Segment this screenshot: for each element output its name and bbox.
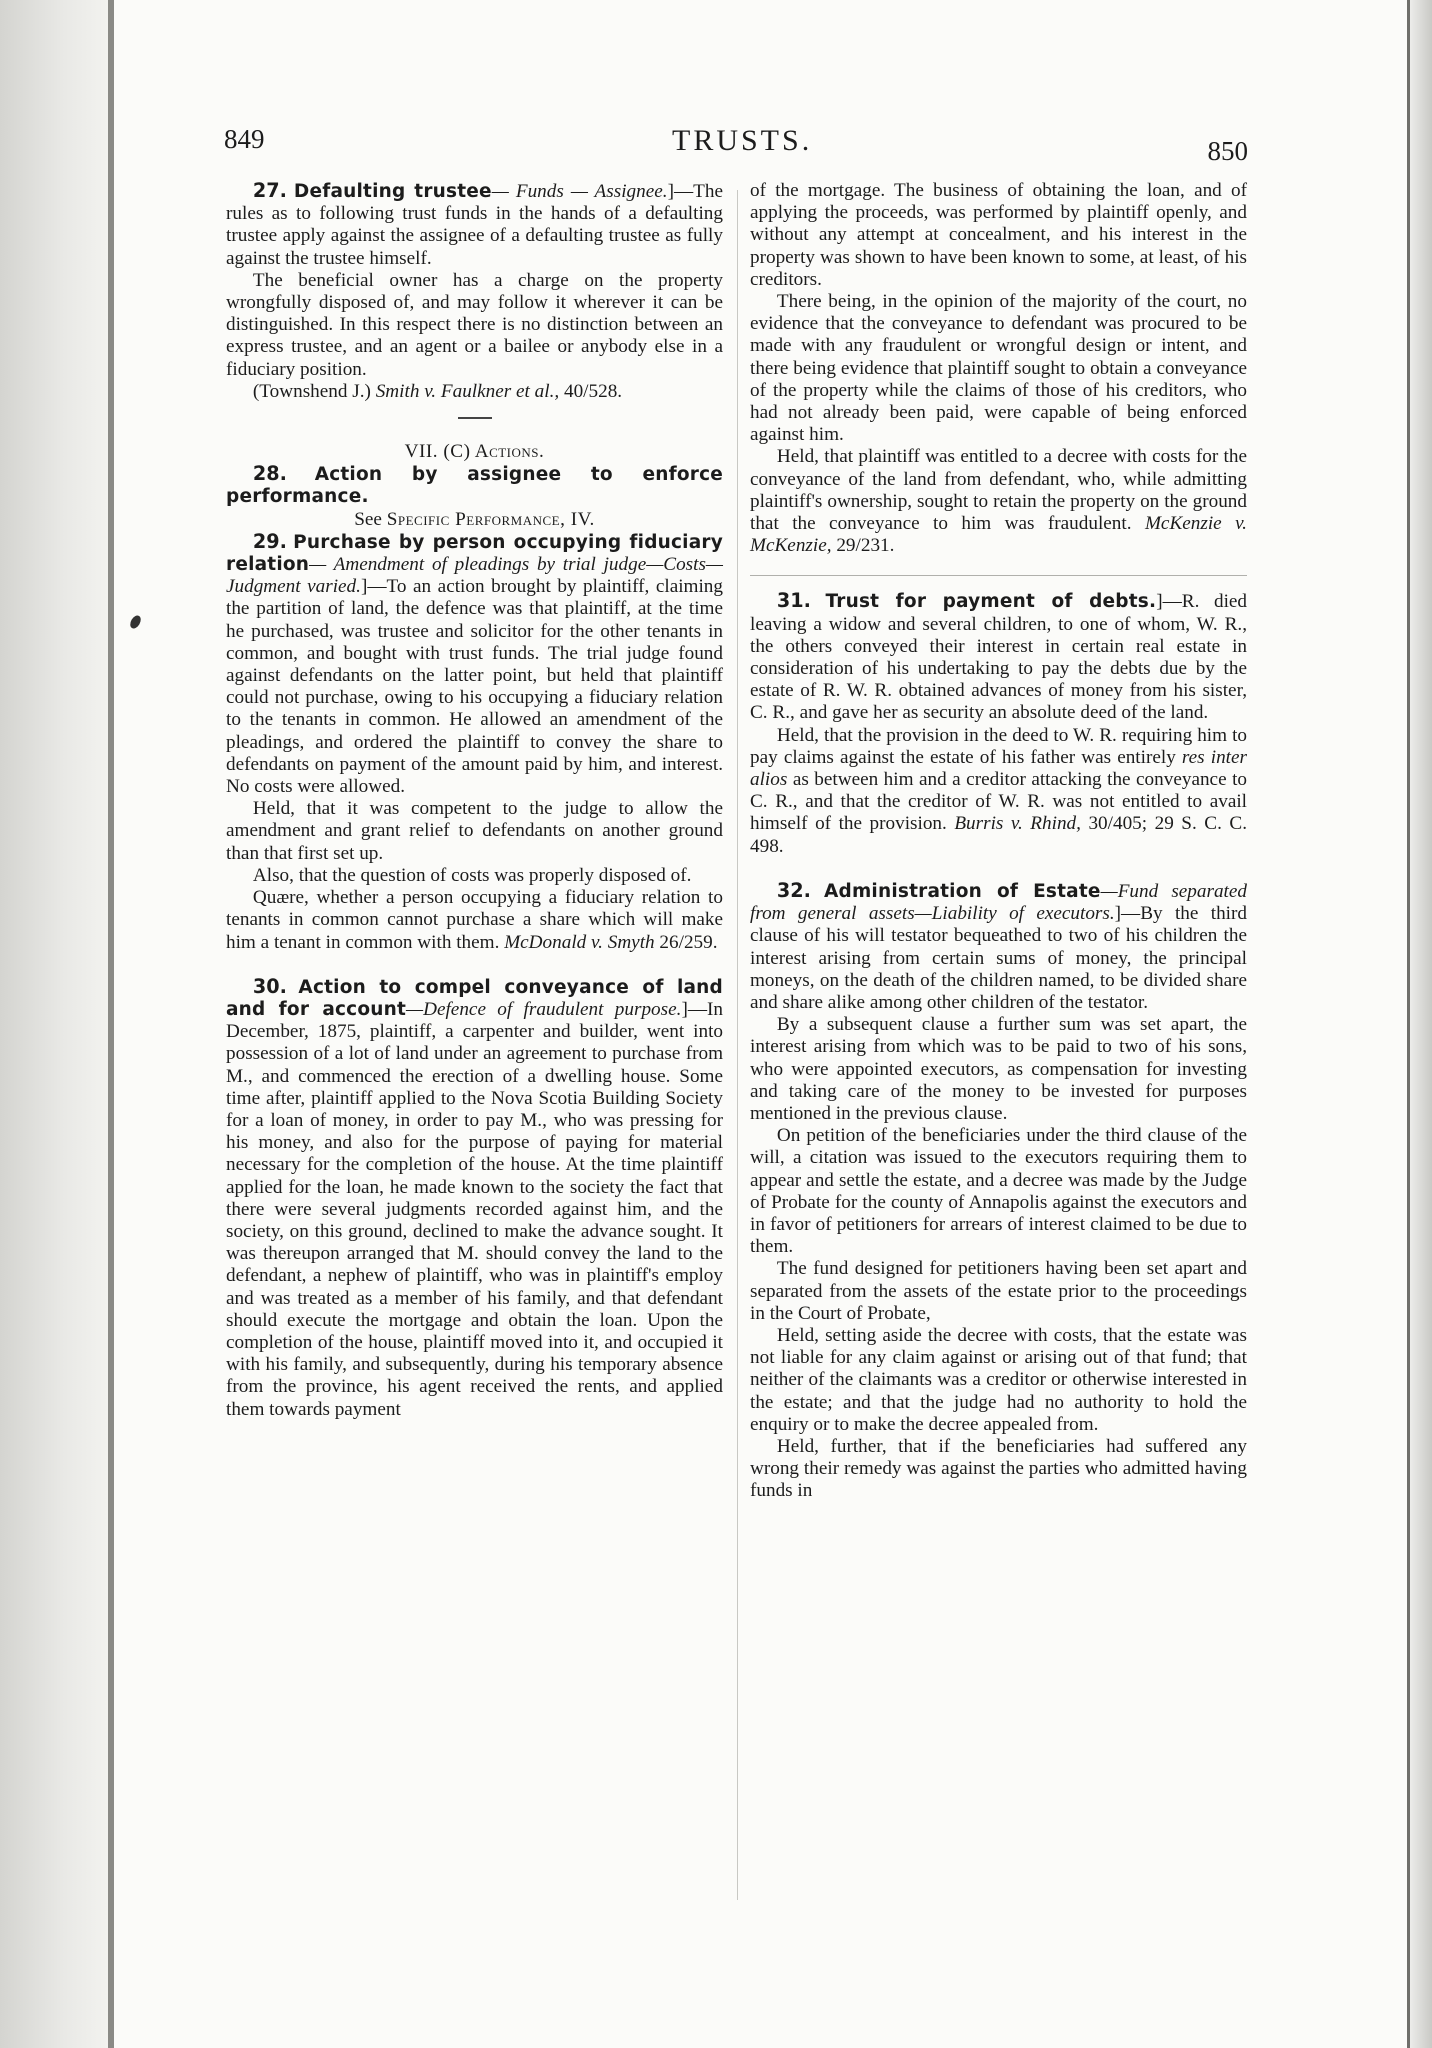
paragraph: Also, that the question of costs was properly disposed of. — [252, 864, 692, 886]
judge-name: (Townshend J.) — [252, 380, 371, 402]
paragraph: On petition of the beneficiaries under the third clause of the will, a citation was issued to the executors requiring them to appear and settle the estate, and a decree was made by the Judge of Probate for the county of Annapolis against the executors and in favor of petitioners for arrears of interest claimed to be due to them. — [750, 1125, 1247, 1258]
binding-gutter-line — [108, 0, 114, 2048]
column-divider — [737, 190, 738, 1900]
paragraph-text: as between him and a creditor attacking the conveyance to C. R., and that the creditor of W. R. was not entitled to avail himself of the provision. — [750, 769, 1247, 835]
entry-text: ]—The rules as to following trust funds in the hands of a defaulting trustee apply against the assignee of a defaulting trustee as fully against the trustee himself. — [226, 181, 723, 269]
separator-dash — [458, 417, 492, 419]
case-cite: 26/259. — [659, 931, 718, 953]
entry-number: 28. — [252, 462, 287, 486]
case-cite: 30/405; 29 S. C. C. 498. — [750, 813, 1247, 857]
entry-subheading: —Fund separated from general assets—Liability of executors. — [750, 880, 1247, 925]
entry-heading: Administration of Estate — [823, 880, 1101, 902]
paragraph: Held, further, that if the beneficiaries had suffered any wrong their remedy was against the parties who admitted having funds in — [750, 1435, 1247, 1502]
left-page-number: 849 — [224, 124, 265, 154]
see-also — [226, 509, 723, 531]
entry-heading: Trust for payment of debts. — [825, 591, 1157, 613]
entry-subheading: — Funds — Assignee. — [491, 181, 668, 202]
see-label: See — [354, 508, 382, 530]
entry-28 — [226, 463, 723, 508]
entry-subheading: — Amendment of pleadings by trial judge—Costs—Judgment varied. — [226, 554, 723, 598]
entry-30 — [226, 976, 723, 1421]
paragraph: of the mortgage. The business of obtaining the loan, and of applying the proceeds, was performed by plaintiff openly, and without any attempt at concealment, and his interest in the property was shown to have been known to some, at least, of his creditors. — [750, 180, 1247, 290]
entry-number: 32. — [776, 878, 811, 902]
entry-heading: Purchase by person occupying fiduciary relation — [226, 531, 723, 576]
entry-heading: Defaulting trustee — [293, 181, 492, 202]
entry-number: 27. — [252, 179, 287, 202]
paragraph: The fund designed for petitioners having been set apart and separated from the assets of the estate prior to the proceedings in the Court of Probate, — [750, 1258, 1247, 1324]
paragraph: Held, that it was competent to the judge to allow the amendment and grant relief to defendants on another ground than that first set up. — [226, 798, 723, 864]
paragraph-text: Held, that plaintiff was entitled to a decree with costs for the conveyance of the land from defendant, who, while admitting plaintiff's ownership, sought to retain the property on the ground that the conveyance to him was fraudulent. — [750, 446, 1247, 535]
case-cite: 40/528. — [563, 380, 623, 402]
left-page-edge — [0, 0, 108, 2048]
entry-32 — [750, 880, 1247, 1014]
entry-subheading: —Defence of fraudulent purpose. — [406, 998, 682, 1020]
case-name: Smith v. Faulkner et al., — [375, 380, 560, 402]
entry-heading: Action to compel conveyance of land and for account — [226, 976, 723, 1020]
latin-phrase: res inter alios — [750, 746, 1247, 791]
case-name: Burris v. Rhind, — [954, 813, 1081, 835]
ink-blot — [128, 614, 143, 631]
entry-text: ]—To an action brought by plaintiff, claiming the partition of land, the defence was that plaintiff, at the time he purchased, was trustee and solicitor for the other tenants in common, and bought with trust funds. The trial judge found against defendants on the latter point, but held that plaintiff could not purchase, owing to his occupying a fiduciary relation to the tenants in common. He allowed an amendment of the pleadings, and ordered the plaintiff to convey the share to defendants on payment of the amount paid by him, and interest. No costs were allowed. — [226, 576, 723, 798]
case-cite: 29/231. — [836, 535, 895, 557]
entry-31 — [750, 590, 1247, 724]
paragraph: By a subsequent clause a further sum was set apart, the interest arising from which was to be paid to two of his sons, who were appointed executors, as compensation for investing and taking care of the money to be invested for purposes mentioned in the previous clause. — [750, 1014, 1247, 1124]
entry-text: ]—R. died leaving a widow and several children, to one of whom, W. R., the others conveyed their interest in certain real estate in consideration of his undertaking to pay the debts due by the estate of R. W. R. obtained advances of money from his sister, C. R., and gave her as security an absolute deed of the land. — [750, 591, 1248, 724]
entry-text: ]—In December, 1875, plaintiff, a carpenter and builder, went into possession of a lot of land under an agreement to purchase from M., and commenced the erection of a dwelling house. Some time after, plaintiff applied to the Nova Scotia Building Society for a loan of money, in order to pay M., who was pressing for his money, and also for the purpose of paying for material necessary for the completion of the house. At the time plaintiff applied for the loan, he made known to the society the fact that there were several judgments recorded against him, and the society, on this ground, declined to make the advance sought. It was thereupon arranged that M. should convey the land to the defendant, a nephew of plaintiff, who was in plaintiff's employ and was treated as a member of his family, and that defendant should execute the mortgage and obtain the loan. Upon the completion of the house, plaintiff moved into it, and occupied it with his family, and subsequently, during his temporary absence from the province, his agent received the rents, and applied them towards payment — [226, 998, 723, 1420]
entry-text: ]—By the third clause of his will testator bequeathed to two of his children the interest arising from certain sums of money, the principal moneys, on the death of the children named, to be divided share and share alike among other children of the testator. — [750, 903, 1247, 1013]
right-column — [750, 180, 1247, 1503]
entry-number: 31. — [776, 589, 811, 613]
entry-divider — [750, 575, 1247, 576]
page-title: TRUSTS. — [672, 124, 813, 157]
citation — [226, 381, 723, 403]
paragraph: The beneficial owner has a charge on the property wrongfully disposed of, and may follow it wherever it can be distinguished. In this respect there is no distinction between an express trustee, and an agent or a bailee or anybody else in a fiduciary position. — [226, 269, 723, 380]
entry-number: 30. — [252, 974, 287, 998]
paragraph — [750, 725, 1247, 858]
left-column — [226, 180, 723, 1421]
paragraph-text: Held, that the provision in the deed to W. R. requiring him to pay claims against the estate of his father was entirely — [750, 724, 1247, 768]
section-title: VII. (C) Actions. — [404, 441, 545, 463]
see-reference: Specific Performance, IV. — [386, 508, 595, 530]
case-name: McKenzie v. McKenzie, — [750, 513, 1247, 557]
paragraph — [226, 887, 723, 954]
right-edge-line — [1407, 0, 1410, 2048]
running-header — [224, 124, 1248, 164]
entry-heading: Action by assignee to enforce performance. — [226, 464, 723, 508]
entry-27 — [226, 180, 723, 270]
paragraph: There being, in the opinion of the majority of the court, no evidence that the conveyance to defendant was procured to be made with any fraudulent or wrongful design or intent, and there being evidence that plaintiff sought to obtain a conveyance of the property while the claims of those of his creditors, who had not already been paid, were capable of being enforced against him. — [750, 291, 1247, 446]
right-page-number: 850 — [1207, 136, 1248, 166]
paragraph-text: Quære, whether a person occupying a fiduciary relation to tenants in common cannot purchase a share which will make him a tenant in common with them. — [226, 887, 723, 953]
paragraph — [750, 446, 1247, 557]
paragraph: Held, setting aside the decree with costs, that the estate was not liable for any claim against or arising out of that fund; that neither of the claimants was a creditor or otherwise interested in the estate; and that the judge had no authority to hold the enquiry or to make the decree appealed from. — [750, 1324, 1247, 1435]
right-page-edge — [1410, 0, 1432, 2048]
entry-29 — [226, 531, 723, 798]
case-name: McDonald v. Smyth — [504, 931, 655, 953]
entry-number: 29. — [252, 529, 287, 553]
